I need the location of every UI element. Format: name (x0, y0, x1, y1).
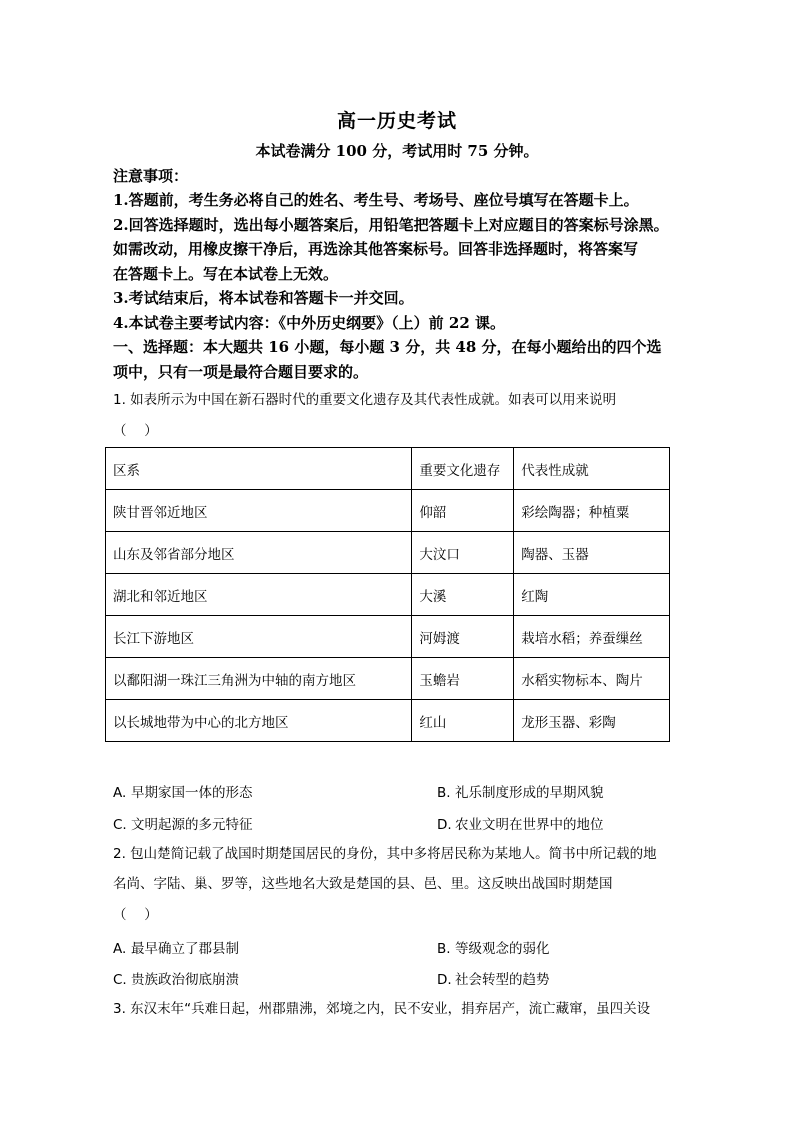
table-header-cell: 代表性成就 (514, 448, 670, 490)
q2-option-d[interactable] (437, 968, 550, 988)
q1-stem: 1. 如表所示为中国在新石器时代的重要文化遗存及其代表性成就。如表可以用来说明 (113, 392, 617, 408)
q2-option-a[interactable] (113, 937, 239, 957)
table-cell: 栽培水稻；养蚕缫丝 (514, 616, 670, 658)
q2-stem-line: 2. 包山楚简记载了战国时期楚国居民的身份，其中多将居民称为某地人。简书中所记载的地 (113, 846, 657, 862)
option-text: 农业文明在世界中的地位 (455, 817, 604, 833)
table-cell: 长江下游地区 (106, 616, 412, 658)
option-key: A. (113, 785, 127, 801)
option-key: C. (113, 817, 127, 833)
table-cell: 龙形玉器、彩陶 (514, 700, 670, 742)
option-text: 文明起源的多元特征 (131, 817, 253, 833)
option-key: C. (113, 972, 127, 988)
q2-stem-line: 名尚、字陆、巢、罗等，这些地名大致是楚国的县、邑、里。这反映出战国时期楚国 (113, 876, 613, 892)
option-text: 早期家国一体的形态 (131, 785, 253, 801)
q1-option-c[interactable] (113, 813, 253, 833)
table-cell: 彩绘陶器；种植粟 (514, 490, 670, 532)
table-row (106, 574, 670, 616)
table-header-cell: 区系 (106, 448, 412, 490)
section-heading: 一、选择题：本大题共 16 小题，每小题 3 分，共 48 分，在每小题给出的四个选 (113, 338, 662, 356)
q2-paren: （ ） (113, 907, 158, 923)
q2-option-b[interactable] (437, 937, 550, 957)
table-cell: 湖北和邻近地区 (106, 574, 412, 616)
notes-line: 1.答题前，考生务必将自己的姓名、考生号、考场号、座位号填写在答题卡上。 (113, 191, 639, 209)
option-text: 最早确立了郡县制 (131, 941, 239, 957)
option-text: 贵族政治彻底崩溃 (131, 972, 239, 988)
table-cell: 河姆渡 (412, 616, 514, 658)
option-text: 社会转型的趋势 (455, 972, 550, 988)
table-header-cell: 重要文化遗存 (412, 448, 514, 490)
table-cell: 陕甘晋邻近地区 (106, 490, 412, 532)
table-cell: 大汶口 (412, 532, 514, 574)
table-cell: 以长城地带为中心的北方地区 (106, 700, 412, 742)
exam-title: 高一历史考试 (336, 110, 457, 132)
notes-line: 4.本试卷主要考试内容：《中外历史纲要》（上）前 22 课。 (113, 314, 505, 332)
section-heading-cont: 项中，只有一项是最符合题目要求的。 (113, 363, 369, 381)
option-key: D. (437, 972, 452, 988)
table-cell: 红山 (412, 700, 514, 742)
option-text: 等级观念的弱化 (455, 941, 550, 957)
option-key: B. (437, 785, 451, 801)
option-key: D. (437, 817, 452, 833)
exam-subtitle: 本试卷满分 100 分，考试用时 75 分钟。 (255, 142, 539, 160)
q1-paren: （ ） (113, 423, 158, 439)
table-cell: 陶器、玉器 (514, 532, 670, 574)
q1-option-d[interactable] (437, 813, 604, 833)
q3-stem-line: 3. 东汉末年“兵难日起，州郡鼎沸，郊境之内，民不安业，捐弃居产，流亡藏窜，虽四关设 (113, 1001, 651, 1017)
table-cell: 以鄱阳湖一珠江三角洲为中轴的南方地区 (106, 658, 412, 700)
q1-option-a[interactable] (113, 781, 253, 801)
table-row (106, 658, 670, 700)
option-text: 礼乐制度形成的早期风貌 (455, 785, 604, 801)
option-key: A. (113, 941, 127, 957)
table-cell: 红陶 (514, 574, 670, 616)
notes-line: 2.回答选择题时，选出每小题答案后，用铅笔把答题卡上对应题目的答案标号涂黑。 (113, 216, 669, 234)
table-row (106, 700, 670, 742)
table-cell: 仰韶 (412, 490, 514, 532)
table-cell: 玉蟾岩 (412, 658, 514, 700)
q1-table (105, 447, 670, 742)
notes-heading: 注意事项： (113, 167, 189, 185)
table-cell: 山东及邻省部分地区 (106, 532, 412, 574)
notes-line: 如需改动，用橡皮擦干净后，再选涂其他答案标号。回答非选择题时，将答案写 (113, 240, 639, 258)
notes-line: 在答题卡上。写在本试卷上无效。 (113, 265, 339, 283)
table-row (106, 490, 670, 532)
table-row (106, 532, 670, 574)
q2-option-c[interactable] (113, 968, 239, 988)
table-row (106, 616, 670, 658)
option-key: B. (437, 941, 451, 957)
table-header-row (106, 448, 670, 490)
table-cell: 大溪 (412, 574, 514, 616)
q1-option-b[interactable] (437, 781, 604, 801)
notes-line: 3.考试结束后，将本试卷和答题卡一并交回。 (113, 289, 414, 307)
table-cell: 水稻实物标本、陶片 (514, 658, 670, 700)
